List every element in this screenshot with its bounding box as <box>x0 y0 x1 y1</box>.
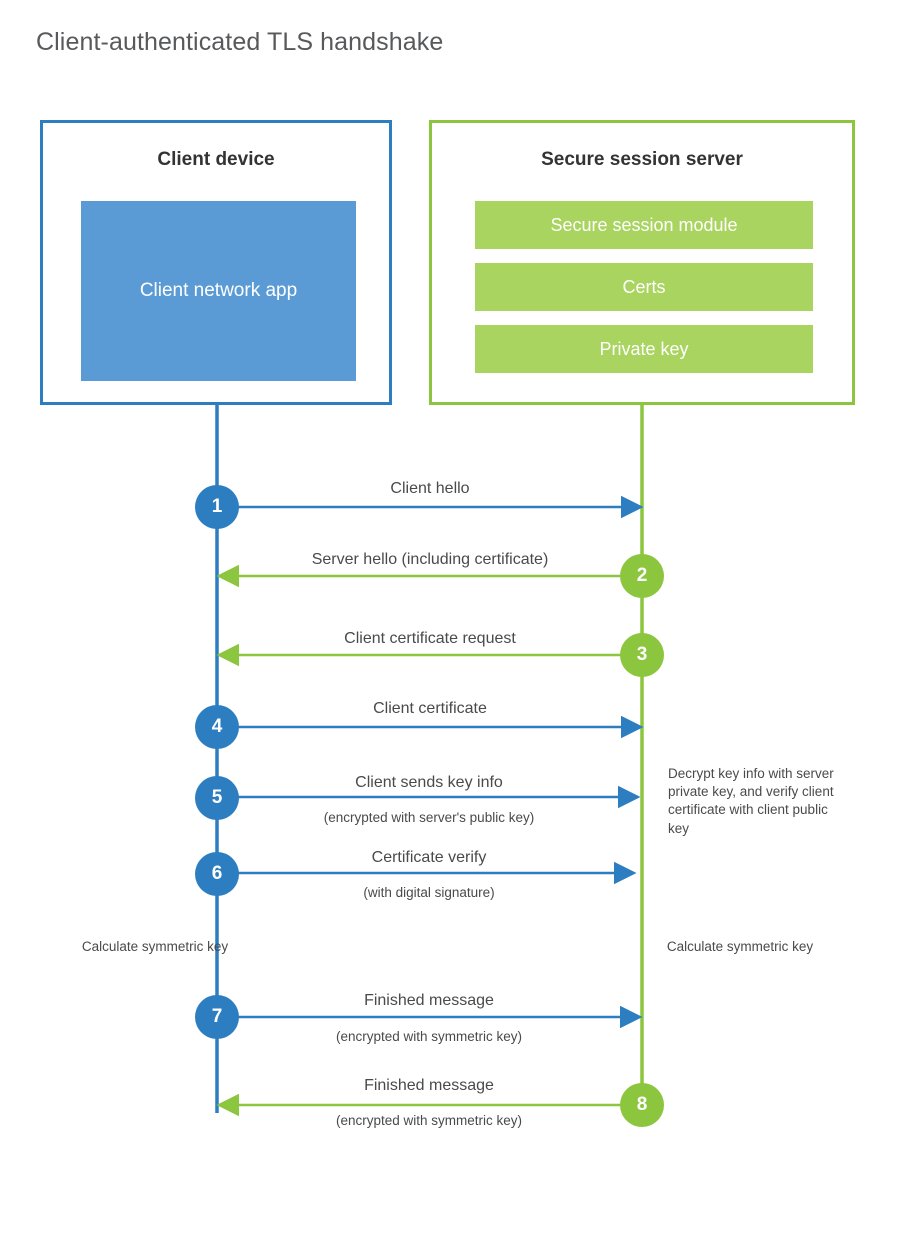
step-label-4: Client certificate <box>373 700 487 717</box>
secure-session-server-title: Secure session server <box>541 149 743 170</box>
step-sublabel-6: (with digital signature) <box>363 885 495 900</box>
step-label-2: Server hello (including certificate) <box>311 551 549 568</box>
step-label-7: Finished message <box>364 992 494 1009</box>
step-label-3: Client certificate request <box>344 630 516 647</box>
step-marker-1: 1 <box>195 485 239 529</box>
secure-session-server-box <box>429 120 855 405</box>
step-marker-8: 8 <box>620 1083 664 1127</box>
step-marker-5: 5 <box>195 776 239 820</box>
note-server-calculate-symmetric-key: Calculate symmetric key <box>666 939 814 954</box>
server-block-private-key: Private key <box>475 325 813 373</box>
step-marker-4: 4 <box>195 705 239 749</box>
step-marker-7: 7 <box>195 995 239 1039</box>
server-block-certs: Certs <box>475 263 813 311</box>
client-device-title: Client device <box>157 149 275 170</box>
step-sublabel-7: (encrypted with symmetric key) <box>335 1029 523 1044</box>
step-sublabel-5: (encrypted with server's public key) <box>323 810 535 825</box>
step-label-1: Client hello <box>390 480 470 497</box>
step-label-5: Client sends key info <box>355 774 503 791</box>
step-label-8: Finished message <box>364 1077 494 1094</box>
page-title: Client-authenticated TLS handshake <box>36 28 444 56</box>
client-device-box <box>40 120 392 405</box>
note-client-calculate-symmetric-key: Calculate symmetric key <box>81 939 229 954</box>
step-sublabel-8: (encrypted with symmetric key) <box>335 1113 523 1128</box>
step-label-6: Certificate verify <box>371 849 487 866</box>
client-network-app-block: Client network app <box>81 201 356 381</box>
note-server-decrypt: Decrypt key info with server private key, and verify client certificate with client public key <box>668 766 834 836</box>
step-marker-6: 6 <box>195 852 239 896</box>
server-block-secure-session-module: Secure session module <box>475 201 813 249</box>
step-marker-3: 3 <box>620 633 664 677</box>
step-marker-2: 2 <box>620 554 664 598</box>
